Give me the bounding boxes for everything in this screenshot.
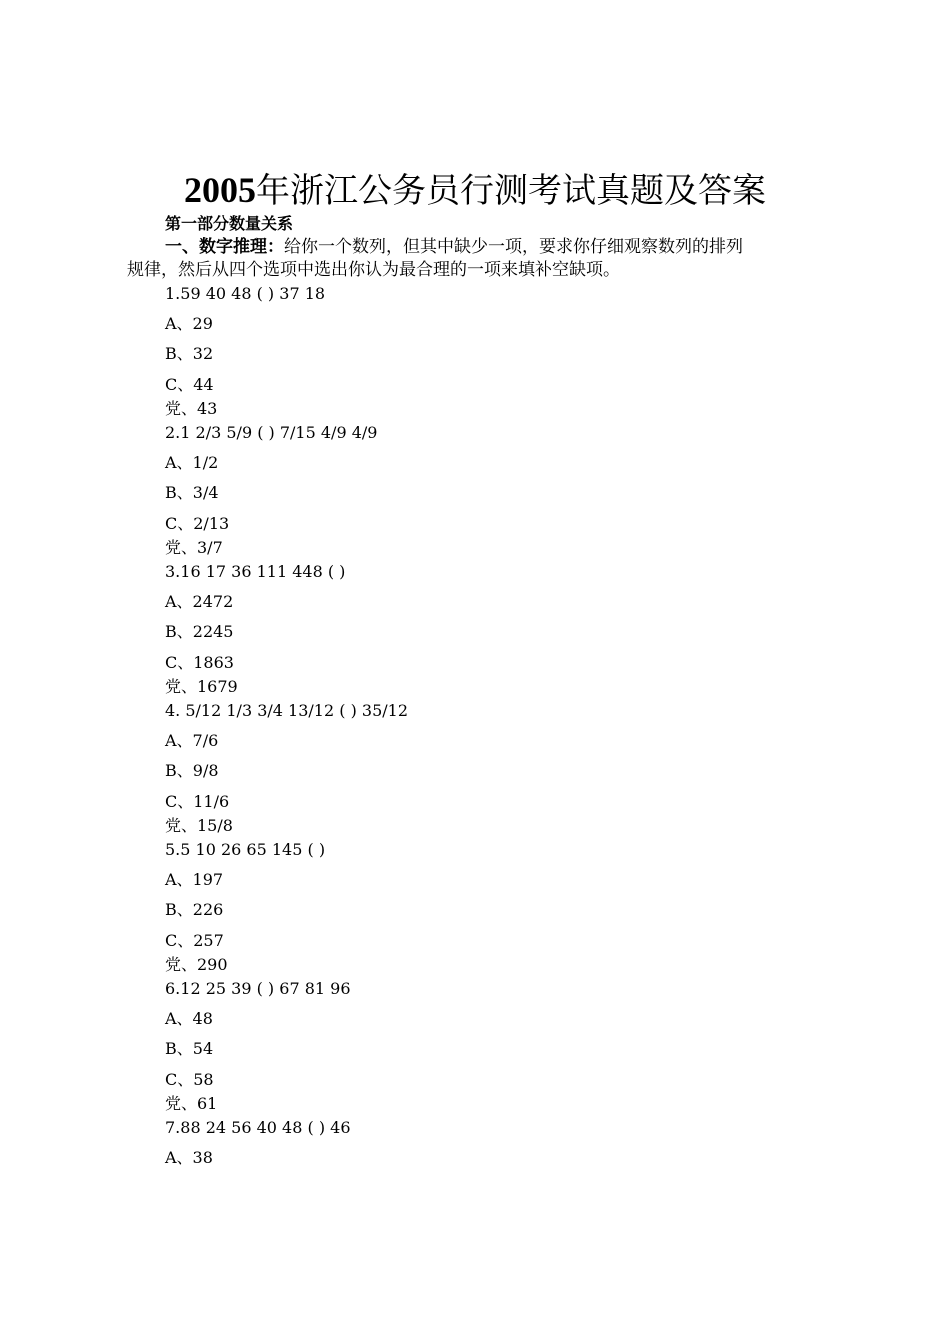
question-stem: 4. 5/12 1/3 3/4 13/12 ( ) 35/12 bbox=[165, 701, 408, 720]
instructions-line-1 bbox=[127, 236, 839, 259]
answer-option: 党、15/8 bbox=[165, 816, 233, 835]
answer-option: A、197 bbox=[165, 870, 224, 889]
instructions-text-1: 给你一个数列，但其中缺少一项，要求你仔细观察数列的排列 bbox=[284, 237, 743, 257]
question-item bbox=[165, 979, 865, 1113]
question-stem: 6.12 25 39 ( ) 67 81 96 bbox=[165, 979, 351, 998]
answer-option: C、257 bbox=[165, 931, 224, 950]
question-stem: 1.59 40 48 ( ) 37 18 bbox=[165, 284, 326, 303]
instructions-line-2: 规律，然后从四个选项中选出你认为最合理的一项来填补空缺项。 bbox=[127, 260, 620, 280]
answer-option: B、3/4 bbox=[165, 483, 219, 502]
answer-option: A、48 bbox=[165, 1009, 213, 1028]
answer-option: B、2245 bbox=[165, 622, 234, 641]
question-stem: 5.5 10 26 65 145 ( ) bbox=[165, 840, 326, 859]
section-heading: 第一部分数量关系 bbox=[165, 214, 294, 233]
question-item bbox=[165, 284, 865, 418]
answer-option: B、32 bbox=[165, 344, 214, 363]
instructions-label: 一、数字推理： bbox=[165, 237, 284, 257]
answer-option: C、1863 bbox=[165, 653, 234, 672]
page-title bbox=[0, 168, 950, 213]
question-item bbox=[165, 1118, 865, 1238]
question-stem: 7.88 24 56 40 48 ( ) 46 bbox=[165, 1118, 351, 1137]
answer-option: C、44 bbox=[165, 375, 214, 394]
answer-option: A、29 bbox=[165, 314, 213, 333]
title-year: 2005 bbox=[184, 170, 256, 210]
instructions-paragraph bbox=[127, 236, 839, 282]
answer-option: A、38 bbox=[165, 1148, 213, 1167]
answer-option: A、1/2 bbox=[165, 453, 219, 472]
question-stem: 3.16 17 36 111 448 ( ) bbox=[165, 562, 346, 581]
question-item bbox=[165, 562, 865, 696]
answer-option: 党、1679 bbox=[165, 677, 238, 696]
answer-option: A、7/6 bbox=[165, 731, 219, 750]
answer-option: 党、61 bbox=[165, 1094, 218, 1113]
answer-option: 党、3/7 bbox=[165, 538, 223, 557]
question-item bbox=[165, 423, 865, 557]
answer-option: 党、290 bbox=[165, 955, 228, 974]
answer-option: C、58 bbox=[165, 1070, 214, 1089]
question-item bbox=[165, 840, 865, 974]
answer-option: A、2472 bbox=[165, 592, 234, 611]
answer-option: B、226 bbox=[165, 900, 224, 919]
answer-option: B、9/8 bbox=[165, 761, 219, 780]
answer-option: B、54 bbox=[165, 1039, 214, 1058]
title-text: 年浙江公务员行测考试真题及答案 bbox=[256, 171, 766, 211]
answer-option: 党、43 bbox=[165, 399, 218, 418]
question-item bbox=[165, 701, 865, 835]
answer-option: C、2/13 bbox=[165, 514, 230, 533]
answer-option: C、11/6 bbox=[165, 792, 230, 811]
question-stem: 2.1 2/3 5/9 ( ) 7/15 4/9 4/9 bbox=[165, 423, 378, 442]
